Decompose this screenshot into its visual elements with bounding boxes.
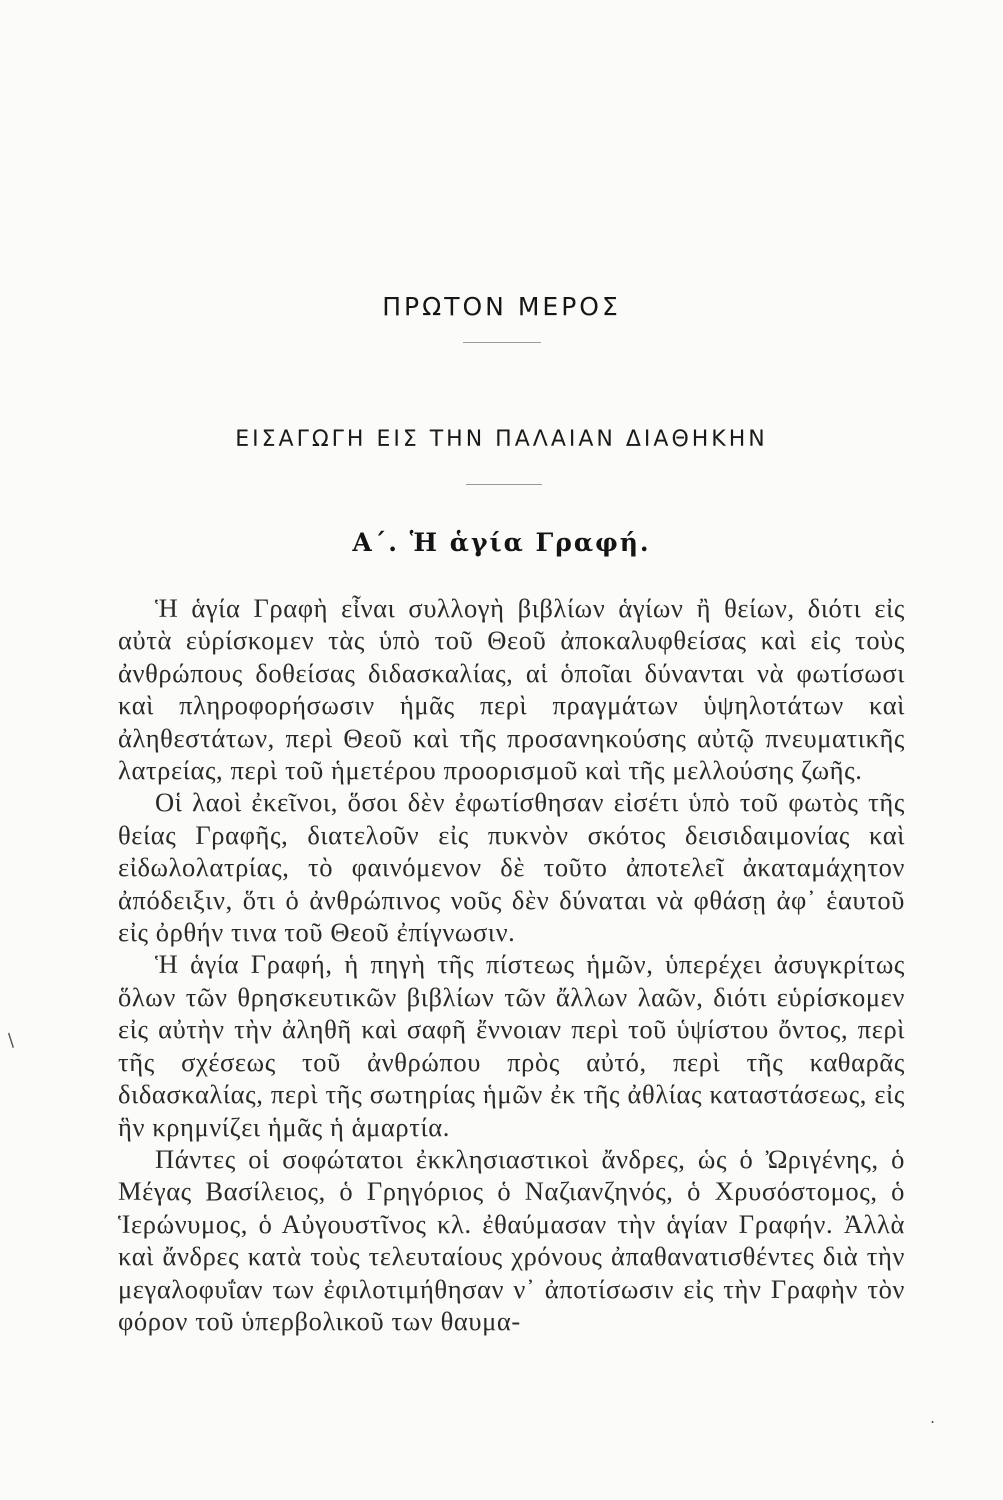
part-title: ΠΡΩΤΟΝ ΜΕΡΟΣ	[382, 292, 621, 321]
paragraph: Οἱ λαοὶ ἐκεῖνοι, ὅσοι δὲν ἐφωτίσθησαν εἰσέτι ὑπὸ τοῦ φωτὸς τῆς θείας Γραφῆς, διατελοῦν εἰς πυκνὸν σκότος δεισιδαιμονίας καὶ εἰδωλολατρίας, τὸ φαινόμενον δὲ τοῦτο ἀποτελεῖ ἀκαταμάχητον ἀπόδειξιν, ὅτι ὁ ἀνθρώπινος νοῦς δὲν δύναται νὰ φθάσῃ ἀφ᾿ ἑαυτοῦ εἰς ὀρθήν τινα τοῦ Θεοῦ ἐπίγνωσιν.	[118, 787, 905, 948]
paragraph: Πάντες οἱ σοφώτατοι ἐκκλησιαστικοὶ ἄνδρες, ὡς ὁ Ὠριγένης, ὁ Μέγας Βασίλειος, ὁ Γρηγόριος ὁ Ναζιανζηνός, ὁ Χρυσόστομος, ὁ Ἱερώνυμος, ὁ Αὐγουστῖνος κλ. ἐθαύμασαν τὴν ἁγίαν Γραφήν. Ἀλλὰ καὶ ἄνδρες κατὰ τοὺς τελευταίους χρόνους ἀπαθανατισθέντες διὰ τὴν μεγαλοφυΐαν των ἐφιλοτιμήθησαν ν᾿ ἀποτίσωσιν εἰς τὴν Γραφὴν τὸν φόρον τοῦ ὑπερβολικοῦ των θαυμα-	[118, 1143, 905, 1336]
margin-mark: /	[2, 1030, 20, 1051]
margin-mark: .	[930, 1408, 936, 1427]
paragraph: Ἡ ἁγία Γραφὴ εἶναι συλλογὴ βιβλίων ἁγίων ἢ θείων, διότι εἰς αὐτὰ εὑρίσκομεν τὰς ὑπὸ τοῦ Θεοῦ ἀποκαλυφθείσας καὶ εἰς τοὺς ἀνθρώπους δοθείσας διδασκαλίας, αἱ ὁποῖαι δύνανται νὰ φωτίσωσι καὶ πληροφορήσωσιν ἡμᾶς περὶ πραγμάτων ὑψηλοτάτων καὶ ἀληθεστάτων, περὶ Θεοῦ καὶ τῆς προσανηκούσης αὐτῷ πνευματικῆς λατρείας, περὶ τοῦ ἡμετέρου προορισμοῦ καὶ τῆς μελλούσης ζωῆς.	[118, 593, 905, 786]
section-title: ΕΙΣΑΓΩΓΗ ΕΙΣ ΤΗΝ ΠΑΛΑΙΑΝ ΔΙΑΘΗΚΗΝ	[235, 427, 768, 452]
body-text	[118, 592, 905, 1337]
chapter-title: Α΄. Ἡ ἁγία Γραφή.	[352, 528, 651, 557]
divider-rule	[463, 342, 541, 343]
divider-rule	[466, 484, 542, 485]
paragraph: Ἡ ἁγία Γραφή, ἡ πηγὴ τῆς πίστεως ἡμῶν, ὑπερέχει ἀσυγκρίτως ὅλων τῶν θρησκευτικῶν βιβλίων τῶν ἄλλων λαῶν, διότι εὑρίσκομεν εἰς αὐτὴν τὴν ἀληθῆ καὶ σαφῆ ἔννοιαν περὶ τοῦ ὑψίστου ὄντος, περὶ τῆς σχέσεως τοῦ ἀνθρώπου πρὸς αὐτό, περὶ τῆς καθαρᾶς διδασκαλίας, περὶ τῆς σωτηρίας ἡμῶν ἐκ τῆς ἀθλίας καταστάσεως, εἰς ἣν κρημνίζει ἡμᾶς ἡ ἁμαρτία.	[118, 949, 905, 1142]
